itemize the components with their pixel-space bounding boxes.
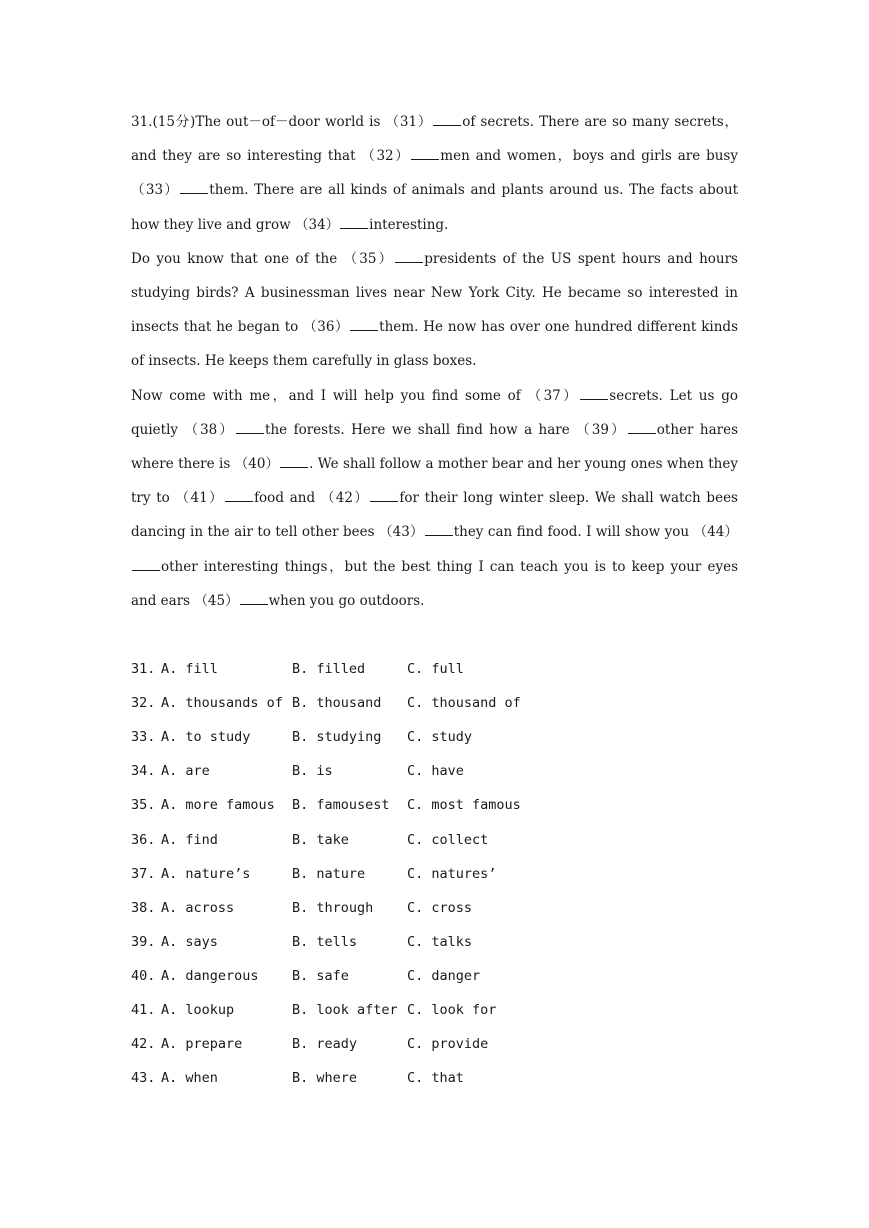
option-b: B. famousest: [292, 797, 390, 814]
option-a: A. find: [161, 831, 218, 848]
passage-text: men and women，boys and girls are busy （33）: [131, 148, 743, 199]
passage-text: interesting.: [369, 216, 449, 233]
option-row: [131, 1061, 738, 1095]
passage-text: Now come with me，and I will help you find some of （37）: [131, 387, 580, 404]
passage-text: for their long winter sleep. We shall watch bees dancing in the air to tell other bees （43）: [131, 490, 743, 541]
option-a: A. nature’s: [161, 865, 251, 882]
option-a: A. are: [161, 763, 210, 780]
answer-blank: [236, 432, 264, 434]
option-b: B. thousand: [292, 695, 382, 712]
cloze-passage: [131, 105, 743, 618]
answer-options: [131, 652, 738, 1095]
option-row: [131, 652, 738, 686]
question-number: 41.: [131, 1002, 156, 1019]
answer-blank: [132, 569, 160, 571]
option-b: B. tells: [292, 933, 358, 950]
answer-blank: [628, 432, 656, 434]
option-a: A. prepare: [161, 1036, 243, 1053]
question-number: 39.: [131, 933, 156, 950]
option-b: B. through: [292, 899, 374, 916]
passage-text: . We shall follow a mother bear and her young ones when they try to （41）: [131, 456, 743, 507]
option-a: A. to study: [161, 729, 251, 746]
option-c: C. collect: [407, 831, 489, 848]
option-a: A. lookup: [161, 1002, 235, 1019]
question-number: 33.: [131, 729, 156, 746]
answer-blank: [395, 261, 423, 263]
answer-blank: [240, 603, 268, 605]
option-b: B. safe: [292, 967, 349, 984]
option-a: A. across: [161, 899, 235, 916]
passage-text: other hares where there is （40）: [131, 421, 743, 473]
option-a: A. more famous: [161, 797, 275, 814]
passage-text: other interesting things，but the best thing I can teach you is to keep your eyes and ears （45）: [131, 558, 743, 609]
option-row: [131, 1027, 738, 1061]
option-b: B. nature: [292, 865, 366, 882]
passage-text: food and （42）: [254, 490, 370, 507]
option-a: A. dangerous: [161, 967, 259, 984]
question-number: 31.: [131, 661, 156, 678]
option-c: C. cross: [407, 899, 473, 916]
option-row: [131, 925, 738, 959]
option-b: B. ready: [292, 1036, 358, 1053]
option-c: C. natures’: [407, 865, 497, 882]
passage-text: them. He now has over one hundred different kinds of insects. He keeps them carefully in glass boxes.: [131, 319, 743, 370]
passage-text: the forests. Here we shall find how a hare （39）: [265, 421, 627, 438]
passage-text: them. There are all kinds of animals and plants around us. The facts about how they live and grow （34）: [131, 182, 743, 233]
answer-blank: [280, 466, 308, 468]
option-row: [131, 857, 738, 891]
option-c: C. that: [407, 1070, 464, 1087]
answer-blank: [425, 534, 453, 536]
answer-blank: [411, 158, 439, 160]
document-page: [131, 105, 743, 1095]
option-c: C. have: [407, 763, 464, 780]
passage-text: they can find food. I will show you （44）: [453, 524, 739, 541]
question-number: 36.: [131, 831, 156, 848]
passage-text: Do you know that one of the （35）: [131, 250, 395, 267]
passage-text: presidents of the US spent hours and hours studying birds? A businessman lives near New York City. He became so interested in insects that he began to （36）: [131, 250, 743, 336]
option-b: B. take: [292, 831, 349, 848]
option-c: C. talks: [407, 933, 473, 950]
option-c: C. study: [407, 729, 473, 746]
question-number: 40.: [131, 967, 156, 984]
answer-blank: [340, 227, 368, 229]
option-b: B. studying: [292, 729, 382, 746]
passage-paragraph: [131, 105, 743, 242]
question-number: 43.: [131, 1070, 156, 1087]
question-number: 38.: [131, 899, 156, 916]
passage-paragraph: [131, 379, 743, 618]
option-a: A. fill: [161, 661, 218, 678]
option-c: C. full: [407, 661, 464, 678]
answer-blank: [370, 500, 398, 502]
option-c: C. provide: [407, 1036, 489, 1053]
option-b: B. is: [292, 763, 333, 780]
answer-blank: [350, 329, 378, 331]
option-a: A. says: [161, 933, 218, 950]
question-number: 37.: [131, 865, 156, 882]
option-a: A. thousands of: [161, 695, 283, 712]
passage-paragraph: [131, 242, 743, 379]
option-a: A. when: [161, 1070, 218, 1087]
answer-blank: [180, 192, 208, 194]
option-b: B. look after: [292, 1002, 398, 1019]
option-c: C. thousand of: [407, 695, 521, 712]
option-row: [131, 788, 738, 822]
passage-text: of secrets. There are so many secrets，and they are so interesting that （32）: [131, 114, 739, 165]
option-row: [131, 891, 738, 925]
option-row: [131, 993, 738, 1027]
option-b: B. where: [292, 1070, 358, 1087]
option-c: C. danger: [407, 967, 481, 984]
answer-blank: [433, 124, 461, 126]
passage-text: 31.(15分)The out－of－door world is （31）: [131, 114, 433, 130]
option-row: [131, 823, 738, 857]
answer-blank: [580, 398, 608, 400]
passage-text: when you go outdoors.: [268, 592, 425, 609]
option-c: C. look for: [407, 1002, 497, 1019]
question-number: 42.: [131, 1036, 156, 1053]
option-row: [131, 720, 738, 754]
passage-text: secrets. Let us go quietly （38）: [131, 387, 743, 438]
option-b: B. filled: [292, 661, 366, 678]
option-row: [131, 686, 738, 720]
question-number: 32.: [131, 695, 156, 712]
option-row: [131, 754, 738, 788]
option-row: [131, 959, 738, 993]
question-number: 35.: [131, 797, 156, 814]
question-number: 34.: [131, 763, 156, 780]
answer-blank: [225, 500, 253, 502]
option-c: C. most famous: [407, 797, 521, 814]
